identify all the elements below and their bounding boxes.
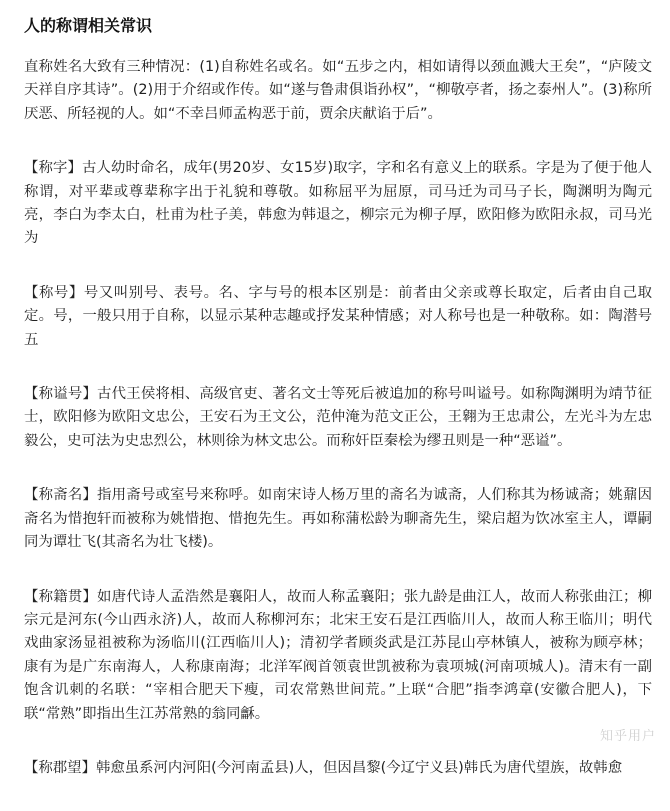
paragraph-direct-name: 直称姓名大致有三种情况：(1)自称姓名或名。如“五步之内，相如请得以颈血溅大王矣”，“庐陵文天祥自序其诗”。(2)用于介绍或作传。如“遂与鲁肃俱诣孙权”，“柳敬亭者，扬之泰州人”。(3)称所厌恶、所轻视的人。如“不幸吕师孟构恶于前，贾余庆献谄于后”。 — [24, 59, 652, 122]
zhihu-watermark: 知乎用户 — [599, 729, 656, 744]
article-title: 人的称谓相关常识 — [24, 16, 153, 35]
paragraph-studio-name: 【称斋名】指用斋号或室号来称呼。如南宋诗人杨万里的斋名为诚斋，人们称其为杨诚斋；姚鼐因斋名为惜抱轩而被称为姚惜抱、惜抱先生。再如称蒲松龄为聊斋先生，梁启超为饮冰室主人，谭嗣同为谭壮飞(其斋名为壮飞楼)。 — [24, 487, 652, 551]
article-body — [24, 56, 652, 811]
paragraph-clan-origin: 【称郡望】韩愈虽系河内河阳(今河南孟县)人，但因昌黎(今辽宁义县)韩氏为唐代望族，故韩愈 — [24, 759, 623, 776]
paragraph-native-place: 【称籍贯】如唐代诗人孟浩然是襄阳人，故而人称孟襄阳；张九龄是曲江人，故而人称张曲江；柳宗元是河东(今山西永济)人，故而人称柳河东；北宋王安石是江西临川人，故而人称王临川；明代戏曲家汤显祖被称为汤临川(江西临川人)；清初学者顾炎武是江苏昆山亭林镇人，被称为顾亭林；康有为是广东南海人，人称康南海；北洋军阀首领袁世凯被称为袁项城(河南项城人)。清末有一副饱含讥刺的名联：“宰相合肥天下瘦，司农常熟世间荒。”上联“合肥”指李鸿章(安徽合肥人)，下联“常熟”即指出生江苏常熟的翁同龢。 — [24, 588, 652, 722]
paragraph-posthumous-name: 【称谥号】古代王侯将相、高级官吏、著名文士等死后被追加的称号叫谥号。如称陶渊明为靖节征士，欧阳修为欧阳文忠公，王安石为王文公，范仲淹为范文正公，王翱为王忠肃公，左光斗为左忠毅公，史可法为史忠烈公，林则徐为林文忠公。而称奸臣秦桧为缪丑则是一种“恶谥”。 — [24, 386, 652, 449]
paragraph-art-name: 【称号】号又叫别号、表号。名、字与号的根本区别是：前者由父亲或尊长取定，后者由自己取定。号，一般只用于自称，以显示某种志趣或抒发某种情感；对人称号也是一种敬称。如：陶潜号五 — [24, 284, 652, 348]
paragraph-courtesy-name: 【称字】古人幼时命名，成年(男20岁、女15岁)取字，字和名有意义上的联系。字是为了便于他人称谓，对平辈或尊辈称字出于礼貌和尊敬。如称屈平为屈原，司马迁为司马子长，陶渊明为陶元亮，李白为李太白，杜甫为杜子美，韩愈为韩退之，柳宗元为柳子厚，欧阳修为欧阳永叔，司马光为 — [24, 160, 652, 247]
